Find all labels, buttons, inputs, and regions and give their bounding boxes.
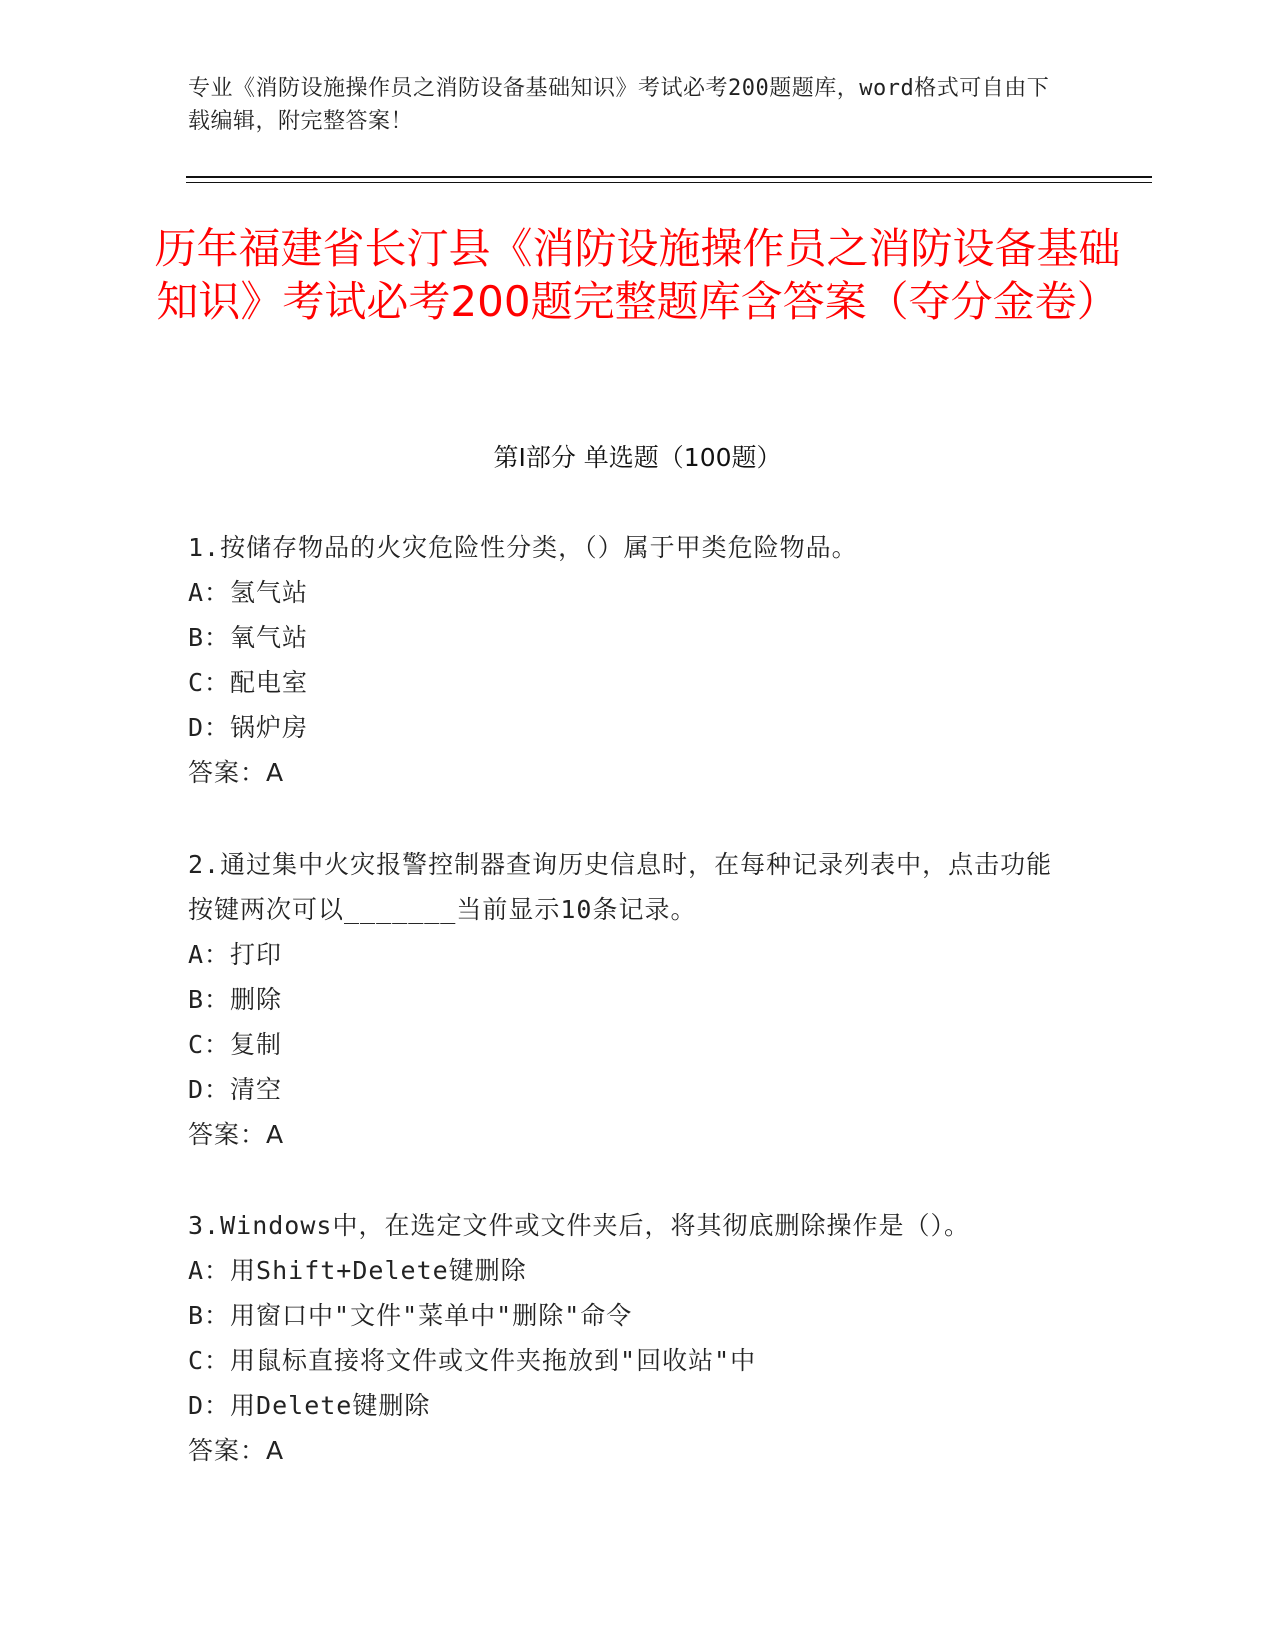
- answer: 答案：A: [188, 1436, 285, 1465]
- document-title: 历年福建省长汀县《消防设施操作员之消防设备基础知识》考试必考200题完整题库含答案（夺分金卷）: [154, 224, 1121, 326]
- question-stem: 1.按储存物品的火灾危险性分类，（）属于甲类危险物品。: [188, 533, 858, 562]
- option-d: D：锅炉房: [188, 713, 309, 742]
- option-d: D：用Delete键删除: [188, 1391, 431, 1420]
- option-a: A：打印: [188, 940, 283, 969]
- option-b: B：删除: [188, 985, 283, 1014]
- question-3: [188, 1203, 1068, 1473]
- option-b: B：氧气站: [188, 623, 309, 652]
- answer: 答案：A: [188, 1120, 285, 1149]
- question-2: [188, 842, 1068, 1157]
- option-a: A：用Shift+Delete键删除: [188, 1256, 527, 1285]
- option-d: D：清空: [188, 1075, 283, 1104]
- option-a: A：氢气站: [188, 578, 309, 607]
- header-rule-thin: [186, 182, 1152, 183]
- question-stem: 2.通过集中火灾报警控制器查询历史信息时，在每种记录列表中，点击功能按键两次可以_______当前显示10条记录。: [188, 850, 1053, 924]
- option-c: C：配电室: [188, 668, 309, 697]
- option-c: C：复制: [188, 1030, 283, 1059]
- header-rule-thick: [186, 176, 1152, 178]
- option-c: C：用鼠标直接将文件或文件夹拖放到"回收站"中: [188, 1346, 757, 1375]
- header-note: 专业《消防设施操作员之消防设备基础知识》考试必考200题题库，word格式可自由下载编辑，附完整答案！: [188, 76, 1050, 134]
- answer: 答案：A: [188, 758, 285, 787]
- option-b: B：用窗口中"文件"菜单中"删除"命令: [188, 1301, 633, 1330]
- question-1: [188, 525, 1068, 795]
- section-heading: 第I部分 单选题（100题）: [493, 443, 782, 472]
- question-stem: 3.Windows中，在选定文件或文件夹后，将其彻底删除操作是（）。: [188, 1211, 970, 1240]
